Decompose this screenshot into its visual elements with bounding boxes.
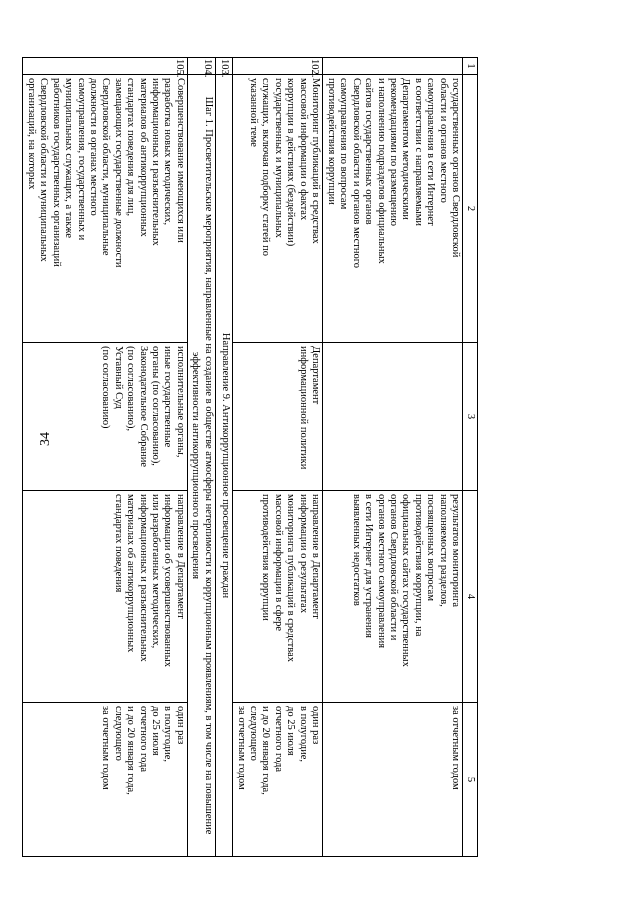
table-row [23,58,187,857]
header-col-3: 3 [463,343,478,491]
table-header-row [463,58,478,857]
activity-cell: Мониторинг публикаций в средствах массовой информации о фактах коррупции в действиях (бездействии) государственных и муниципальных служащих, включая подборку статей по указанной теме [233,75,323,343]
deadline-cell: один раз в полугодие, до 25 июля отчетного года и до 20 января года, следующего за отчетным годом [233,703,323,857]
page-number: 34 [38,432,53,446]
header-col-2: 2 [463,75,478,343]
table-row [323,58,463,857]
row-number: 104. [187,58,215,75]
result-cell: направление в Департамент информации об усовершенствованных или разработанных методических, информационных и разъяснительных материалах об антикоррупционных стандартах поведения [23,491,187,703]
rotated-table-wrapper [25,57,478,856]
row-number [323,58,463,75]
direction-heading: Направление 9. Антикоррупционное просвещение граждан [215,75,232,857]
header-col-4: 4 [463,491,478,703]
activity-cell: государственных органов Свердловской области и органов местного самоуправления в сети Интернет в соответствии с направляемыми Департаментом методическими рекомендациями по размещению и наполнению подразделов официальных сайтов государственных органов Свердловской области и органов местного самоуправления по вопросам противодействия коррупции [323,75,463,343]
table-row-step [187,58,215,857]
result-cell: результатов мониторинга наполняемости разделов, посвященных вопросам противодействия коррупции, на официальных сайтах государственных органов Свердловской области и органов местного самоуправления в сети Интернет для устранения выявленных недостатков [323,491,463,703]
table-row [233,58,323,857]
table-row-direction [215,58,232,857]
row-number: 105. [23,58,187,75]
header-col-1: 1 [463,58,478,75]
step-heading: Шаг 1. Просветительские мероприятия, направленные на создание в обществе атмосферы нетерпимости к коррупционным проявлениям, в том числе на повышение эффективности антикоррупционного просвещения [187,75,215,857]
header-col-5: 5 [463,703,478,857]
row-number: 103. [215,58,232,75]
deadline-cell: за отчетным годом [323,703,463,857]
executor-cell: Департамент информационной политики [233,343,323,491]
result-cell: направление в Департамент информации о результатах мониторинга публикаций в средствах массовой информации в сфере противодействия коррупции [233,491,323,703]
activity-cell: Совершенствование имеющихся или разработка новых методических, информационных и разъяснительных материалов об антикоррупционных стандартах поведения для лиц, замещающих государственные должности Свердловской области, муниципальные должности в органах местного самоуправления, государственных и муниципальных служащих, а также работников государственных организаций Свердловской области и муниципальных организаций, на которых [23,75,187,343]
row-number: 102. [233,58,323,75]
executor-cell: исполнительные органы, иные государственные органы (по согласованию), Законодательное Собрание (по согласованию), Уставный Суд (по согласованию) [23,343,187,491]
deadline-cell: один раз в полугодие, до 25 июля отчетного года и до 20 января года, следующего за отчетным годом [23,703,187,857]
measures-table [23,57,479,857]
executor-cell [323,343,463,491]
